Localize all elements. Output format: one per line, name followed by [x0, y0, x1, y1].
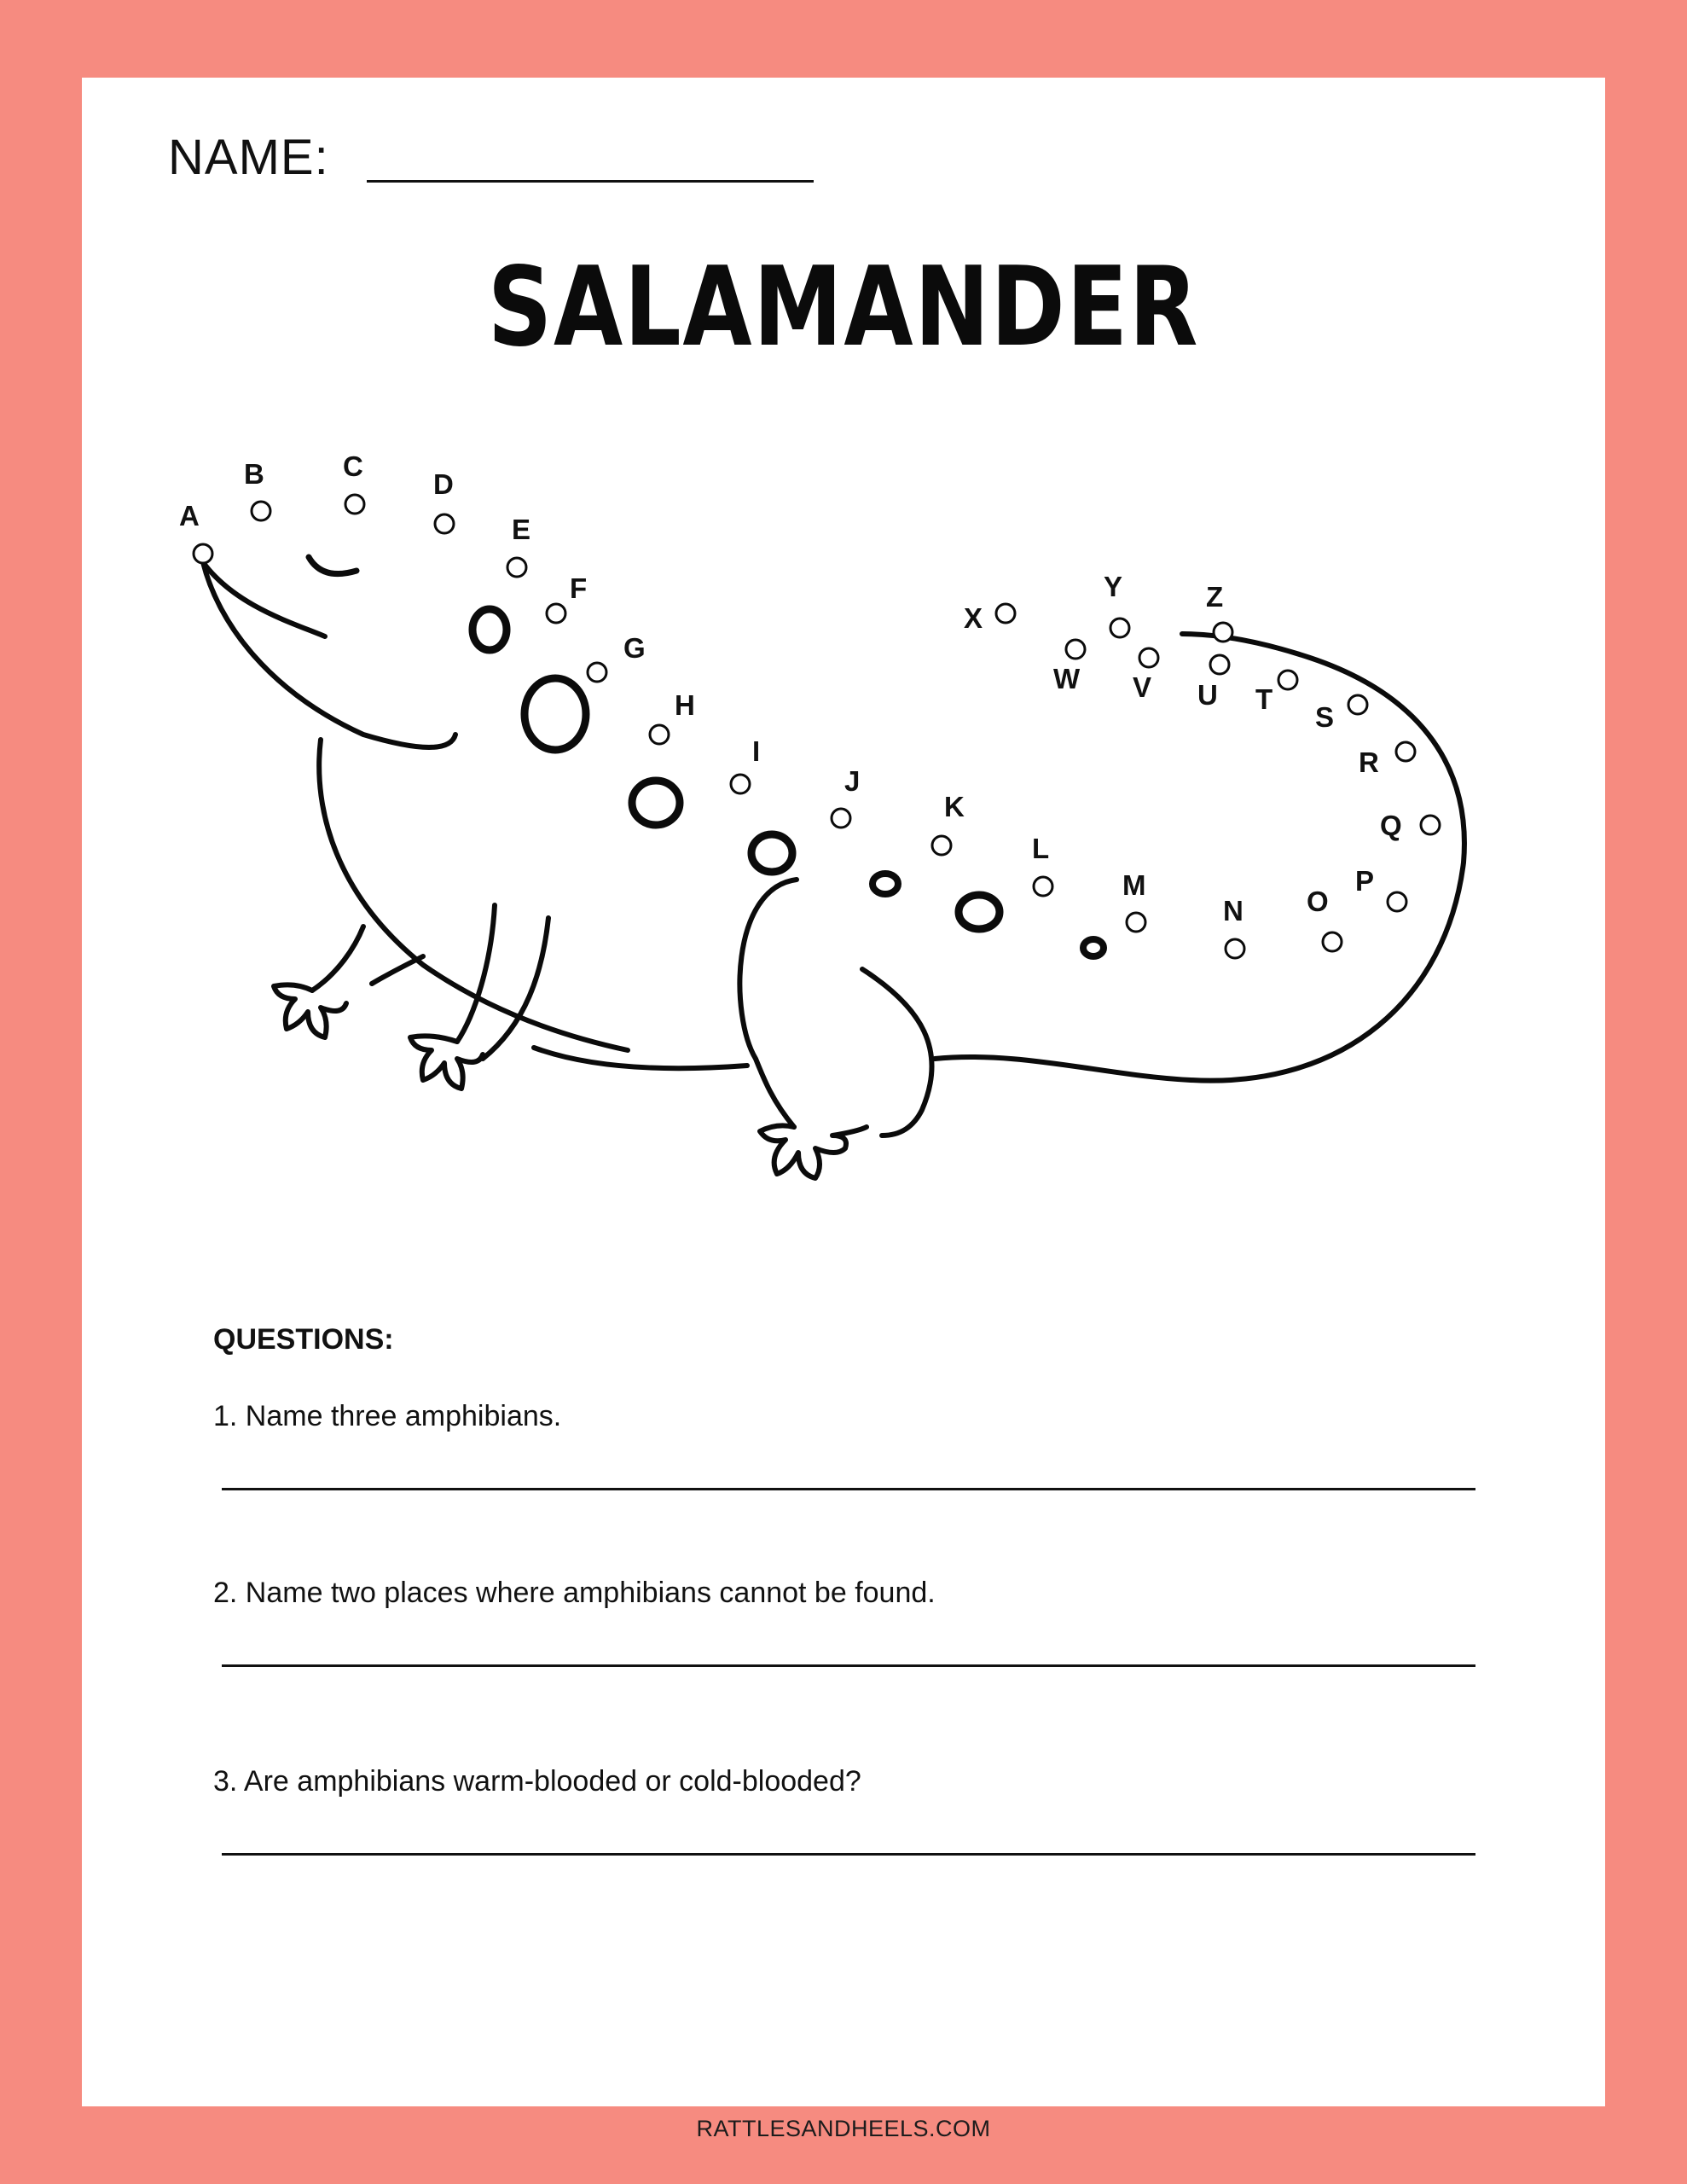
salamander-illustration	[82, 78, 1605, 1289]
dot-r	[1396, 742, 1415, 761]
dot-i	[731, 775, 750, 793]
dot-label-c: C	[343, 450, 363, 482]
dot-label-n: N	[1223, 895, 1244, 926]
dot-x	[996, 604, 1015, 623]
dot-label-i: I	[752, 735, 761, 767]
spot-2	[525, 678, 586, 750]
salamander-eye-smile	[309, 557, 357, 574]
dot-y	[1110, 619, 1129, 637]
salamander-belly	[534, 1048, 747, 1068]
dot-u	[1210, 655, 1229, 674]
salamander-jaw-line	[203, 562, 455, 747]
dot-label-p: P	[1355, 865, 1375, 897]
salamander-front-leg-left	[312, 926, 363, 990]
salamander-back-foot	[760, 1125, 867, 1178]
dot-s	[1348, 695, 1367, 714]
dot-label-h: H	[675, 689, 695, 721]
dot-n	[1226, 939, 1244, 958]
salamander-front-leg-right	[457, 905, 495, 1042]
dot-label-t: T	[1255, 683, 1273, 715]
dot-o	[1323, 932, 1342, 951]
dot-v	[1139, 648, 1158, 667]
salamander-front-foot-left	[274, 985, 346, 1037]
dot-b	[252, 502, 270, 520]
dot-m	[1127, 913, 1145, 932]
salamander-front-foot-right	[410, 1036, 483, 1089]
dot-z	[1214, 623, 1232, 642]
dot-label-f: F	[570, 572, 588, 604]
footer-website: RATTLESANDHEELS.COM	[696, 2116, 991, 2141]
salamander-back-leg-front	[862, 969, 932, 1136]
spot-3	[632, 781, 680, 825]
dot-p	[1388, 892, 1406, 911]
questions-heading: QUESTIONS:	[213, 1323, 394, 1356]
question-2-answer-line[interactable]	[222, 1664, 1475, 1667]
dot-label-d: D	[433, 468, 454, 500]
dot-d	[435, 514, 454, 533]
dot-w	[1066, 640, 1085, 659]
dot-f	[547, 604, 565, 623]
dot-label-e: E	[512, 514, 531, 545]
dot-label-s: S	[1315, 701, 1335, 733]
spot-5	[872, 874, 898, 894]
dot-circles	[194, 495, 1440, 958]
question-3-answer-line[interactable]	[222, 1853, 1475, 1856]
dot-a	[194, 544, 212, 563]
dot-label-g: G	[623, 632, 646, 664]
dot-label-q: Q	[1380, 810, 1402, 841]
worksheet-page	[82, 78, 1605, 2106]
dot-label-m: M	[1122, 869, 1146, 901]
question-1-text: 1. Name three amphibians.	[213, 1400, 562, 1432]
question-3-text: 3. Are amphibians warm-blooded or cold-blooded?	[213, 1765, 861, 1798]
question-2-text: 2. Name two places where amphibians cannot be found.	[213, 1577, 936, 1609]
dot-c	[345, 495, 364, 514]
spot-4	[751, 834, 792, 872]
dot-t	[1278, 671, 1297, 689]
salamander-front-leg-left-inner	[372, 956, 423, 984]
spot-1	[472, 609, 507, 650]
dot-q	[1421, 816, 1440, 834]
dot-label-z: Z	[1206, 581, 1224, 613]
dot-label-r: R	[1359, 746, 1379, 778]
dot-label-v: V	[1133, 671, 1152, 703]
dot-label-u: U	[1197, 679, 1218, 711]
name-label: NAME:	[168, 130, 329, 185]
dot-label-x: X	[964, 602, 983, 634]
spot-6	[959, 895, 1000, 929]
salamander-mouth-upper	[203, 562, 325, 636]
dot-h	[650, 725, 669, 744]
question-1-answer-line[interactable]	[222, 1488, 1475, 1490]
dot-e	[507, 558, 526, 577]
salamander-back-leg	[739, 880, 797, 1127]
dot-label-w: W	[1053, 663, 1081, 694]
dot-l	[1034, 877, 1052, 896]
dot-label-a: A	[179, 500, 200, 531]
spot-7	[1083, 939, 1104, 956]
dot-j	[832, 809, 850, 828]
dot-label-k: K	[944, 791, 965, 822]
dot-label-b: B	[244, 458, 264, 490]
dot-label-l: L	[1032, 833, 1050, 864]
dot-g	[588, 663, 606, 682]
worksheet-title: SALAMANDER	[487, 244, 1200, 371]
dot-label-o: O	[1307, 886, 1329, 917]
dot-k	[932, 836, 951, 855]
dot-label-y: Y	[1104, 571, 1123, 602]
dot-label-j: J	[844, 765, 861, 797]
